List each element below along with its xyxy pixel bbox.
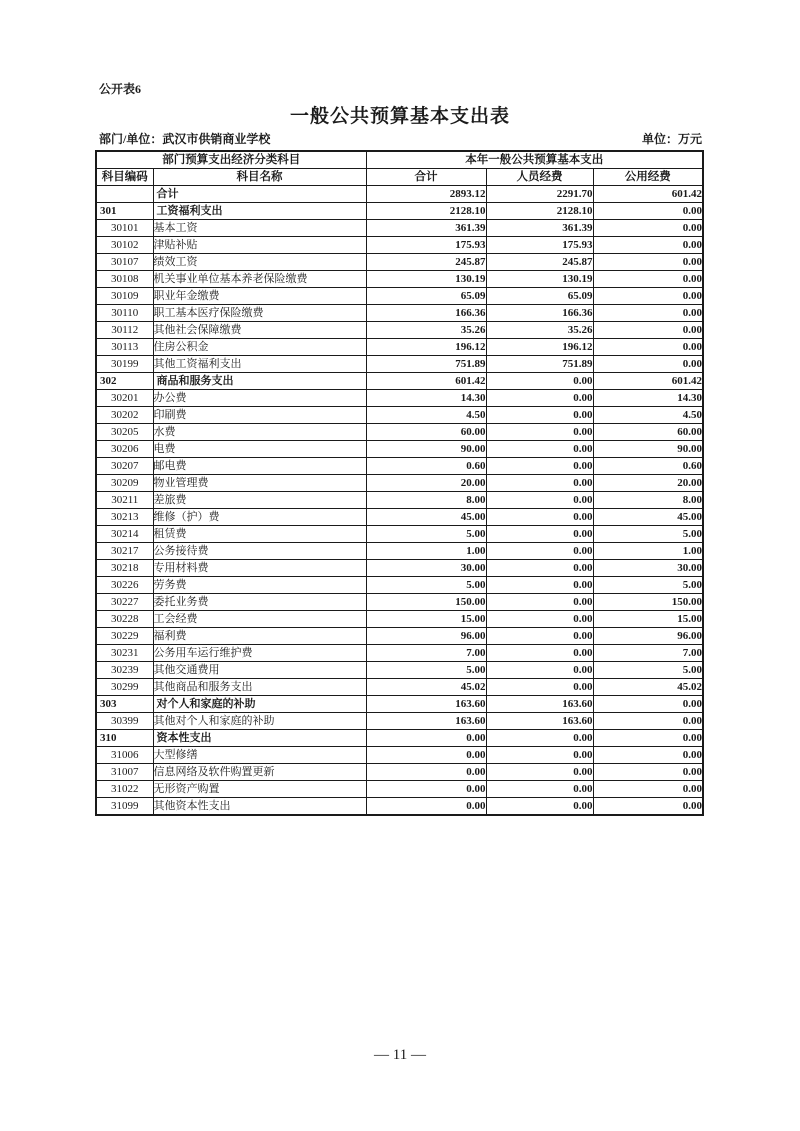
cell-code: 30217 xyxy=(96,543,153,560)
cell-total: 65.09 xyxy=(366,288,486,305)
cell-name: 其他工资福利支出 xyxy=(153,356,366,373)
cell-public: 5.00 xyxy=(593,526,703,543)
table-row xyxy=(96,390,703,407)
table-row xyxy=(96,696,703,713)
table-row xyxy=(96,594,703,611)
cell-public: 14.30 xyxy=(593,390,703,407)
cell-personnel: 2128.10 xyxy=(486,203,593,220)
cell-personnel: 0.00 xyxy=(486,441,593,458)
cell-total: 130.19 xyxy=(366,271,486,288)
table-row xyxy=(96,203,703,220)
table-body xyxy=(96,186,703,816)
table-row xyxy=(96,220,703,237)
table-row xyxy=(96,339,703,356)
cell-total: 2128.10 xyxy=(366,203,486,220)
cell-code: 30206 xyxy=(96,441,153,458)
cell-public: 601.42 xyxy=(593,373,703,390)
table-row xyxy=(96,441,703,458)
cell-name: 合计 xyxy=(153,186,366,203)
cell-name: 其他社会保障缴费 xyxy=(153,322,366,339)
cell-name: 电费 xyxy=(153,441,366,458)
table-row xyxy=(96,305,703,322)
cell-personnel: 0.00 xyxy=(486,611,593,628)
cell-name: 水费 xyxy=(153,424,366,441)
cell-code: 310 xyxy=(96,730,153,747)
cell-name: 大型修缮 xyxy=(153,747,366,764)
cell-personnel: 0.00 xyxy=(486,509,593,526)
cell-public: 0.00 xyxy=(593,747,703,764)
column-header-name: 科目名称 xyxy=(153,169,366,186)
cell-name: 专用材料费 xyxy=(153,560,366,577)
cell-public: 5.00 xyxy=(593,577,703,594)
cell-code: 30205 xyxy=(96,424,153,441)
cell-public: 15.00 xyxy=(593,611,703,628)
cell-personnel: 0.00 xyxy=(486,543,593,560)
budget-table xyxy=(95,150,704,816)
cell-total: 5.00 xyxy=(366,577,486,594)
cell-personnel: 175.93 xyxy=(486,237,593,254)
table-row xyxy=(96,747,703,764)
table-row xyxy=(96,577,703,594)
cell-name: 维修（护）费 xyxy=(153,509,366,526)
cell-code: 30201 xyxy=(96,390,153,407)
cell-total: 7.00 xyxy=(366,645,486,662)
cell-public: 0.00 xyxy=(593,288,703,305)
cell-code: 30214 xyxy=(96,526,153,543)
cell-code xyxy=(96,186,153,203)
cell-name: 其他商品和服务支出 xyxy=(153,679,366,696)
cell-personnel: 0.00 xyxy=(486,458,593,475)
cell-name: 物业管理费 xyxy=(153,475,366,492)
cell-public: 0.60 xyxy=(593,458,703,475)
cell-total: 4.50 xyxy=(366,407,486,424)
cell-name: 其他资本性支出 xyxy=(153,798,366,816)
cell-code: 30108 xyxy=(96,271,153,288)
cell-personnel: 0.00 xyxy=(486,475,593,492)
cell-personnel: 0.00 xyxy=(486,594,593,611)
cell-public: 0.00 xyxy=(593,322,703,339)
cell-name: 其他交通费用 xyxy=(153,662,366,679)
cell-name: 津贴补贴 xyxy=(153,237,366,254)
cell-total: 166.36 xyxy=(366,305,486,322)
cell-code: 30110 xyxy=(96,305,153,322)
cell-public: 0.00 xyxy=(593,781,703,798)
meta-row xyxy=(95,130,702,147)
cell-code: 31007 xyxy=(96,764,153,781)
cell-personnel: 166.36 xyxy=(486,305,593,322)
cell-public: 45.00 xyxy=(593,509,703,526)
cell-personnel: 0.00 xyxy=(486,390,593,407)
cell-code: 30299 xyxy=(96,679,153,696)
cell-code: 31099 xyxy=(96,798,153,816)
form-label: 公开表6 xyxy=(99,82,142,96)
cell-total: 0.00 xyxy=(366,781,486,798)
cell-name: 工会经费 xyxy=(153,611,366,628)
cell-personnel: 0.00 xyxy=(486,577,593,594)
cell-public: 8.00 xyxy=(593,492,703,509)
cell-name: 福利费 xyxy=(153,628,366,645)
cell-personnel: 0.00 xyxy=(486,492,593,509)
column-header-personnel: 人员经费 xyxy=(486,169,593,186)
cell-total: 8.00 xyxy=(366,492,486,509)
cell-public: 0.00 xyxy=(593,237,703,254)
cell-total: 5.00 xyxy=(366,662,486,679)
page-number: — 11 — xyxy=(374,1047,426,1063)
cell-name: 信息网络及软件购置更新 xyxy=(153,764,366,781)
table-row xyxy=(96,271,703,288)
cell-code: 301 xyxy=(96,203,153,220)
cell-total: 96.00 xyxy=(366,628,486,645)
cell-code: 30101 xyxy=(96,220,153,237)
table-row xyxy=(96,679,703,696)
cell-public: 1.00 xyxy=(593,543,703,560)
cell-public: 30.00 xyxy=(593,560,703,577)
cell-total: 5.00 xyxy=(366,526,486,543)
cell-public: 0.00 xyxy=(593,713,703,730)
cell-code: 30226 xyxy=(96,577,153,594)
cell-personnel: 0.00 xyxy=(486,798,593,816)
cell-code: 30113 xyxy=(96,339,153,356)
cell-public: 60.00 xyxy=(593,424,703,441)
unit-label: 单位：万元 xyxy=(641,132,702,146)
table-row xyxy=(96,492,703,509)
cell-personnel: 0.00 xyxy=(486,407,593,424)
cell-public: 4.50 xyxy=(593,407,703,424)
cell-total: 1.00 xyxy=(366,543,486,560)
cell-public: 0.00 xyxy=(593,764,703,781)
cell-public: 0.00 xyxy=(593,220,703,237)
table-row xyxy=(96,424,703,441)
cell-public: 0.00 xyxy=(593,730,703,747)
cell-total: 45.02 xyxy=(366,679,486,696)
cell-personnel: 0.00 xyxy=(486,764,593,781)
header-group-left: 部门预算支出经济分类科目 xyxy=(96,151,366,169)
table-row xyxy=(96,662,703,679)
column-header-public: 公用经费 xyxy=(593,169,703,186)
table-row xyxy=(96,611,703,628)
cell-public: 90.00 xyxy=(593,441,703,458)
cell-public: 0.00 xyxy=(593,356,703,373)
cell-total: 196.12 xyxy=(366,339,486,356)
table-row xyxy=(96,373,703,390)
cell-personnel: 163.60 xyxy=(486,713,593,730)
cell-total: 60.00 xyxy=(366,424,486,441)
cell-code: 30231 xyxy=(96,645,153,662)
cell-public: 0.00 xyxy=(593,696,703,713)
cell-total: 150.00 xyxy=(366,594,486,611)
table-row xyxy=(96,526,703,543)
table-row xyxy=(96,781,703,798)
table-row xyxy=(96,560,703,577)
cell-code: 30399 xyxy=(96,713,153,730)
column-header-total: 合计 xyxy=(366,169,486,186)
cell-total: 751.89 xyxy=(366,356,486,373)
cell-code: 30207 xyxy=(96,458,153,475)
table-row xyxy=(96,407,703,424)
cell-code: 30211 xyxy=(96,492,153,509)
cell-name: 对个人和家庭的补助 xyxy=(153,696,366,713)
cell-total: 601.42 xyxy=(366,373,486,390)
department-unit-label: 部门/单位：武汉市供销商业学校 xyxy=(99,132,271,146)
table-row xyxy=(96,288,703,305)
page-title: 一般公共预算基本支出表 xyxy=(289,106,510,127)
header-group-right: 本年一般公共预算基本支出 xyxy=(366,151,703,169)
table-row xyxy=(96,186,703,203)
cell-name: 住房公积金 xyxy=(153,339,366,356)
cell-name: 差旅费 xyxy=(153,492,366,509)
cell-name: 其他对个人和家庭的补助 xyxy=(153,713,366,730)
cell-personnel: 0.00 xyxy=(486,526,593,543)
cell-personnel: 35.26 xyxy=(486,322,593,339)
cell-public: 0.00 xyxy=(593,271,703,288)
cell-total: 0.00 xyxy=(366,764,486,781)
cell-total: 163.60 xyxy=(366,696,486,713)
cell-code: 302 xyxy=(96,373,153,390)
cell-code: 30202 xyxy=(96,407,153,424)
cell-total: 2893.12 xyxy=(366,186,486,203)
table-row xyxy=(96,645,703,662)
cell-personnel: 245.87 xyxy=(486,254,593,271)
cell-total: 14.30 xyxy=(366,390,486,407)
cell-total: 0.60 xyxy=(366,458,486,475)
table-row xyxy=(96,798,703,816)
cell-personnel: 0.00 xyxy=(486,781,593,798)
cell-name: 印刷费 xyxy=(153,407,366,424)
table-row xyxy=(96,628,703,645)
cell-code: 30218 xyxy=(96,560,153,577)
cell-code: 30239 xyxy=(96,662,153,679)
column-header-code: 科目编码 xyxy=(96,169,153,186)
cell-total: 90.00 xyxy=(366,441,486,458)
cell-name: 基本工资 xyxy=(153,220,366,237)
cell-name: 资本性支出 xyxy=(153,730,366,747)
table-row xyxy=(96,509,703,526)
cell-total: 163.60 xyxy=(366,713,486,730)
header-columns-row xyxy=(96,169,703,186)
cell-public: 0.00 xyxy=(593,203,703,220)
cell-code: 303 xyxy=(96,696,153,713)
cell-public: 20.00 xyxy=(593,475,703,492)
cell-name: 劳务费 xyxy=(153,577,366,594)
cell-personnel: 0.00 xyxy=(486,628,593,645)
cell-personnel: 130.19 xyxy=(486,271,593,288)
cell-code: 30229 xyxy=(96,628,153,645)
cell-code: 30199 xyxy=(96,356,153,373)
cell-personnel: 65.09 xyxy=(486,288,593,305)
cell-public: 5.00 xyxy=(593,662,703,679)
cell-total: 361.39 xyxy=(366,220,486,237)
cell-personnel: 0.00 xyxy=(486,662,593,679)
table-row xyxy=(96,543,703,560)
cell-code: 30209 xyxy=(96,475,153,492)
cell-public: 96.00 xyxy=(593,628,703,645)
table-row xyxy=(96,237,703,254)
cell-public: 0.00 xyxy=(593,254,703,271)
header-group-row xyxy=(96,151,703,169)
cell-personnel: 0.00 xyxy=(486,747,593,764)
cell-name: 邮电费 xyxy=(153,458,366,475)
cell-code: 30228 xyxy=(96,611,153,628)
cell-public: 150.00 xyxy=(593,594,703,611)
cell-name: 绩效工资 xyxy=(153,254,366,271)
cell-code: 30227 xyxy=(96,594,153,611)
table-row xyxy=(96,356,703,373)
cell-total: 245.87 xyxy=(366,254,486,271)
cell-total: 0.00 xyxy=(366,747,486,764)
cell-personnel: 0.00 xyxy=(486,730,593,747)
cell-name: 无形资产购置 xyxy=(153,781,366,798)
cell-total: 30.00 xyxy=(366,560,486,577)
cell-personnel: 361.39 xyxy=(486,220,593,237)
cell-name: 公务用车运行维护费 xyxy=(153,645,366,662)
cell-name: 办公费 xyxy=(153,390,366,407)
cell-name: 商品和服务支出 xyxy=(153,373,366,390)
table-row xyxy=(96,713,703,730)
cell-total: 35.26 xyxy=(366,322,486,339)
cell-personnel: 196.12 xyxy=(486,339,593,356)
cell-code: 31006 xyxy=(96,747,153,764)
cell-total: 0.00 xyxy=(366,798,486,816)
cell-public: 0.00 xyxy=(593,339,703,356)
cell-total: 0.00 xyxy=(366,730,486,747)
cell-personnel: 0.00 xyxy=(486,645,593,662)
cell-total: 45.00 xyxy=(366,509,486,526)
cell-code: 30102 xyxy=(96,237,153,254)
cell-name: 职工基本医疗保险缴费 xyxy=(153,305,366,322)
cell-public: 601.42 xyxy=(593,186,703,203)
cell-name: 机关事业单位基本养老保险缴费 xyxy=(153,271,366,288)
cell-name: 租赁费 xyxy=(153,526,366,543)
table-row xyxy=(96,764,703,781)
table-row xyxy=(96,475,703,492)
cell-public: 7.00 xyxy=(593,645,703,662)
cell-public: 45.02 xyxy=(593,679,703,696)
cell-personnel: 751.89 xyxy=(486,356,593,373)
cell-code: 30109 xyxy=(96,288,153,305)
cell-name: 委托业务费 xyxy=(153,594,366,611)
table-header xyxy=(96,151,703,186)
cell-name: 工资福利支出 xyxy=(153,203,366,220)
cell-personnel: 0.00 xyxy=(486,679,593,696)
cell-total: 175.93 xyxy=(366,237,486,254)
cell-name: 公务接待费 xyxy=(153,543,366,560)
table-row xyxy=(96,322,703,339)
cell-name: 职业年金缴费 xyxy=(153,288,366,305)
cell-code: 30107 xyxy=(96,254,153,271)
cell-total: 20.00 xyxy=(366,475,486,492)
cell-public: 0.00 xyxy=(593,305,703,322)
cell-public: 0.00 xyxy=(593,798,703,816)
cell-code: 31022 xyxy=(96,781,153,798)
cell-personnel: 0.00 xyxy=(486,560,593,577)
cell-personnel: 163.60 xyxy=(486,696,593,713)
cell-code: 30112 xyxy=(96,322,153,339)
table-row xyxy=(96,254,703,271)
cell-personnel: 2291.70 xyxy=(486,186,593,203)
cell-total: 15.00 xyxy=(366,611,486,628)
cell-personnel: 0.00 xyxy=(486,373,593,390)
table-row xyxy=(96,730,703,747)
cell-personnel: 0.00 xyxy=(486,424,593,441)
cell-code: 30213 xyxy=(96,509,153,526)
table-row xyxy=(96,458,703,475)
